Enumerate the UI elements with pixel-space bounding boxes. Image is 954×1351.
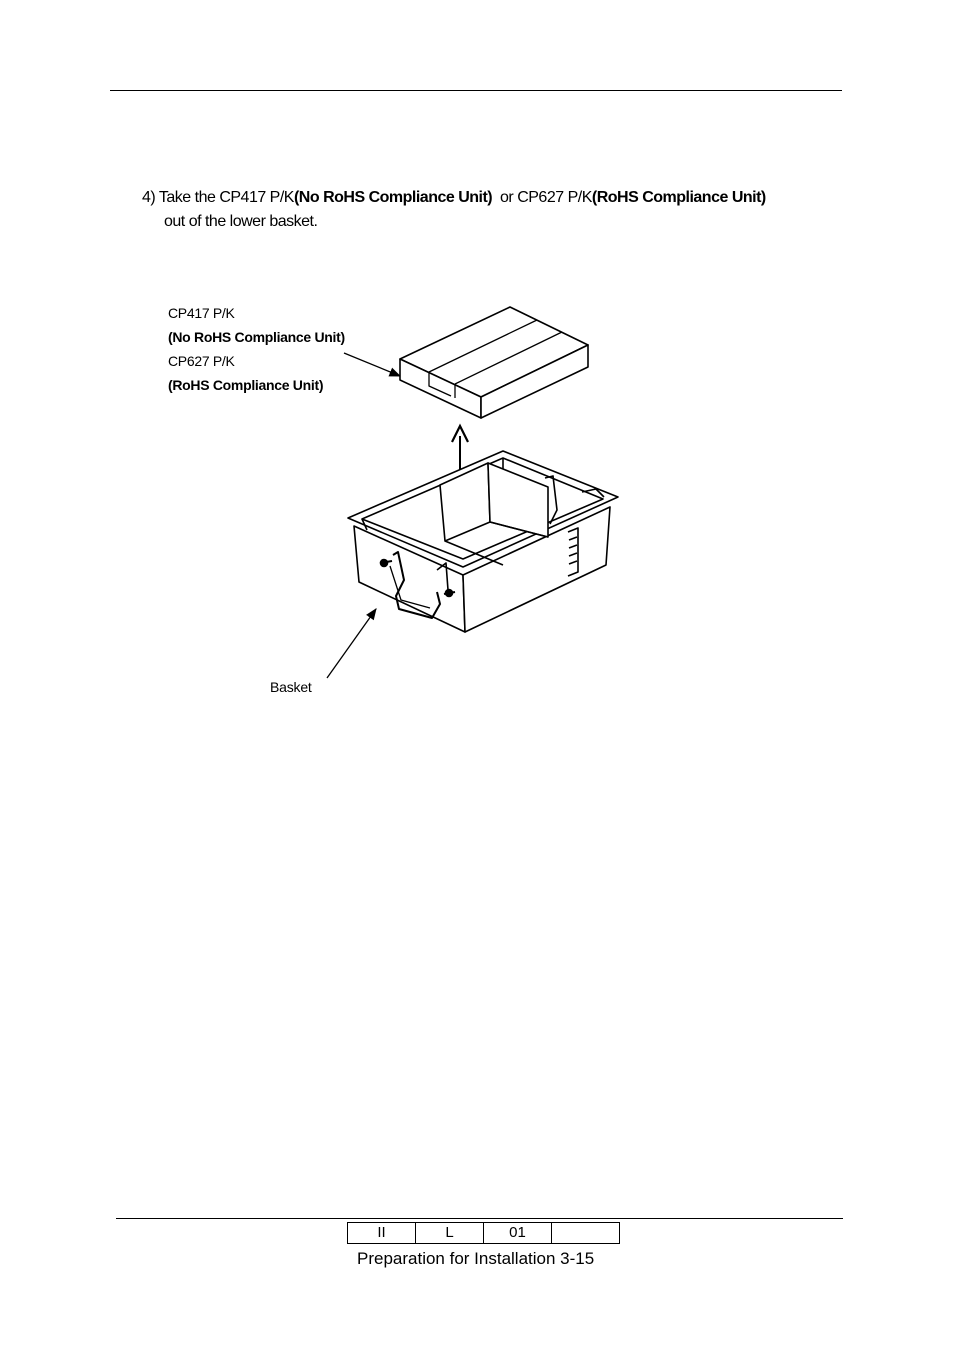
page-footer-label: Preparation for Installation 3-15 [357, 1249, 595, 1268]
step-text-bold-2: (RoHS Compliance Unit) [591, 189, 766, 206]
footer-rule [116, 1218, 843, 1219]
revision-table [347, 1222, 620, 1244]
step-text-middle: or CP627 P/K [492, 189, 592, 206]
callout-line-1: CP417 P/K [168, 305, 235, 321]
step-text-prefix: 4) Take the CP417 P/K [142, 189, 294, 206]
revision-cell-1: II [348, 1223, 416, 1244]
step-text-line-2: out of the lower basket. [164, 213, 318, 230]
basket-label: Basket [270, 679, 312, 695]
unit-package-box [400, 307, 588, 418]
revision-cell-4 [552, 1223, 620, 1244]
revision-cell-3: 01 [484, 1223, 552, 1244]
basket-pointer-arrow [327, 609, 376, 678]
callout-line-2: (No RoHS Compliance Unit) [168, 329, 345, 345]
basket [348, 451, 618, 632]
callout-pointer-arrow [344, 353, 400, 376]
callout-line-4: (RoHS Compliance Unit) [168, 377, 324, 393]
step-text-bold-1: (No RoHS Compliance Unit) [293, 189, 493, 206]
revision-cell-2: L [416, 1223, 484, 1244]
callout-line-3: CP627 P/K [168, 353, 235, 369]
